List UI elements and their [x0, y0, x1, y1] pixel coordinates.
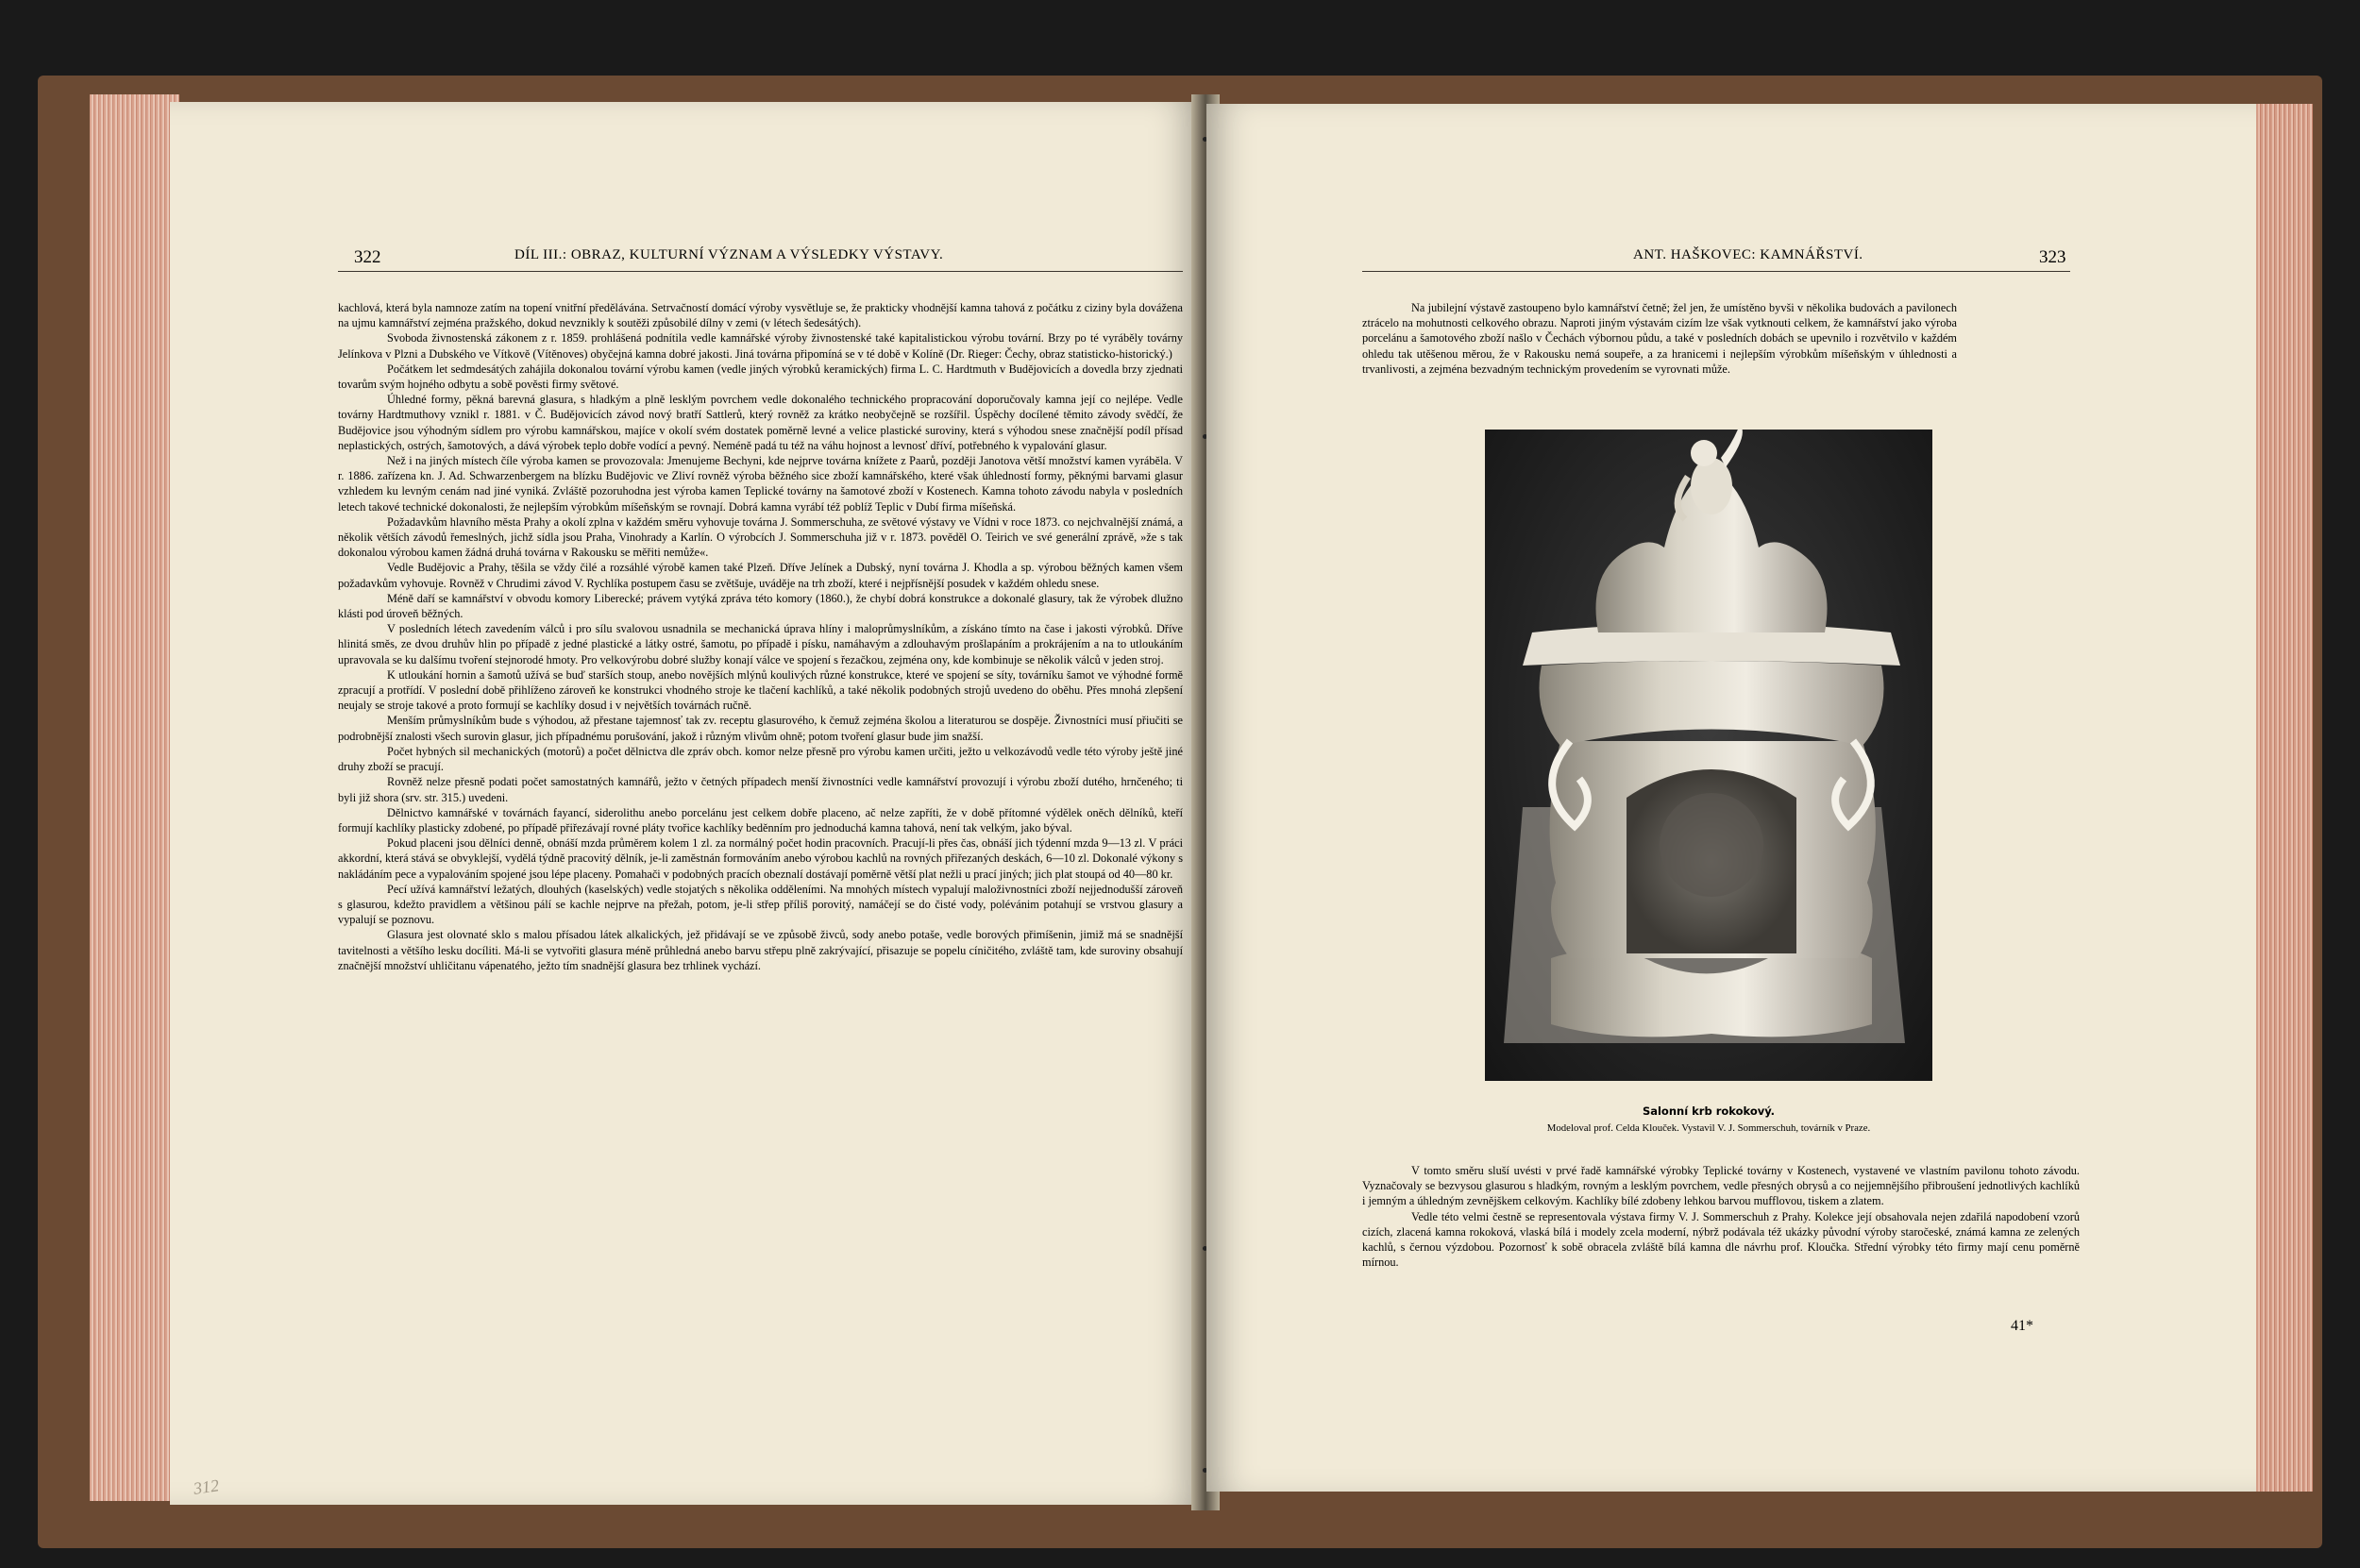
- left-head-rule: [338, 271, 1183, 272]
- left-paragraph: Pecí užívá kamnářství ležatých, dlouhých (kaselských) vedle stojatých s několika odděleními. Na mnohých místech vypalují maloživnostníci zboží nejjednodušší zároveň s glasurou, kdežto pravidlem a většinou pálí se kachle nejprve na přežah, potom, je-li střep příliš porovitý, namáčejí se do čisté vody, polévánim potahují se vrstvou glasury a vypalují se poznovu.: [338, 882, 1183, 927]
- right-bottom-text: [1362, 1163, 2080, 1270]
- left-paragraph: Dělnictvo kamnářské v továrnách fayancí, siderolithu anebo porcelánu jest celkem dobře placeno, ač nelze zapříti, že v době přítomné výdělek oněch dělníků, kteří formují kachlíky plasticky zdobené, po případě přiřezávají rovné pláty tvořice kachlíky beděnním pro jednoduchá kamna tahová, není tak velkým, jako býval.: [338, 805, 1183, 835]
- left-paragraph: Rovněž nelze přesně podati počet samostatných kamnářů, ježto v četných případech menší živnostníci vedle kamnářství provozují i výrobu zboží dutého, hrnčeného; ti byli již shora (srv. str. 315.) uvedeni.: [338, 775, 1183, 804]
- right-head-rule: [1362, 271, 2070, 272]
- left-paragraph: Počet hybných sil mechanických (motorů) a počet dělnictva dle zpráv obch. komor nelze přesně pro výrobu kamen určiti, ježto u velkozávodů vedle této výroby ještě jiné druhy zboží se pracují.: [338, 744, 1183, 774]
- left-paragraph: Vedle Budějovic a Prahy, těšila se vždy čilé a rozsáhlé výrobě kamen také Plzeň. Dříve Jelínek a Dubský, nyní továrna J. Khodla a sp. výrobou běžných kamen všem požadavkům vyhovuje. Rovněž v Chrudimi závod V. Rychlíka postupem času se zvětšuje, uváděje na trh zboží, které i nejpřísnější posudek v každém ohledu snese.: [338, 561, 1183, 590]
- right-running-head: ANT. HAŠKOVEC: KAMNÁŘSTVÍ.: [1633, 247, 1863, 262]
- left-paragraph: K utloukání hornin a šamotů užívá se buď starších stoup, anebo novějších mlýnů koulivých různé konstrukce, které ve spojení se síty, továrníku šamot ve výhodné formě zpracují a protřídí. V poslední době přihlíženo zároveň ke konstrukci vhodného stroje ke tlačení kachlíků, a také několik podobných strojů uvedeno do oběhu. Přes mnohá zlepšení neujaly se stroje takové a proto formují se kachlíky dosud i v největších továrnách ručně.: [338, 667, 1183, 713]
- right-page-number: 323: [2039, 247, 2066, 267]
- figure-caption-title: Salonní krb rokokový.: [1642, 1104, 1776, 1118]
- rococo-fireplace-photo: [1485, 430, 1932, 1081]
- sheet-signature: 41*: [2011, 1318, 2033, 1334]
- right-top-text: Na jubilejní výstavě zastoupeno bylo kamnářství četně; žel jen, že umístěno byvši v několika budovách a pavilonech ztrácelo na mohutnosti celkového obrazu. Naproti jiným výstavám cizím lze však vytknouti celkem, že kamnářství jako výroba porcelánu a šamotového zboží našlo v Čechách výbornou půdu, a také v posledních dobách se upevnilo i rozvětvilo v každém ohledu tak utěšenou měrou, že v Rakousku nemá soupeře, a za hranicemi i nejlepším výrobkům míšeňským v úhlednosti a trvanlivosti, a zejména bezvadným technickým provedením se vyrovnati může.: [1362, 301, 1957, 376]
- figure-caption-credit: Modeloval prof. Celda Klouček. Vystavil V. J. Sommerschuh, továrník v Praze.: [1546, 1122, 1871, 1134]
- left-paragraph: Počátkem let sedmdesátých zahájila dokonalou tovární výrobu kamen (vedle jiných výrobků keramických) firma L. C. Hardtmuth v Budějovicích a dovedla brzy zjednati tovarům svým hojného odbytu a sobě pověsti firmy světové.: [338, 362, 1183, 392]
- left-running-head: DÍL III.: OBRAZ, KULTURNÍ VÝZNAM A VÝSLEDKY VÝSTAVY.: [514, 247, 944, 262]
- left-paragraph: Glasura jest olovnaté sklo s malou přísadou látek alkalických, jež přidávají se ve způsobě živců, sody anebo potaše, vedle borových přimíšenin, jimiž má se snadnější tavitelnosti a většího lesku docíliti. Má-li se vytvořiti glasura méně průhledná anebo barvu střepu plně zakrývající, přisazuje se popelu cíničitého, zvláště tam, kde suroviny obsahují značnější množství uhličitanu vápenatého, ježto tím snadnější glasura bez trhlinek vychází.: [338, 928, 1183, 972]
- left-paragraph: Méně daří se kamnářství v obvodu komory Liberecké; právem vytýká zpráva této komory (1860.), že chybí dobrá konstrukce a dokonalé glasury, tak že výrobek dlužno klásti pod úroveň běžných.: [338, 591, 1183, 621]
- right-paragraph: Vedle této velmi čestně se representovala výstava firmy V. J. Sommerschuh z Prahy. Kolekce její obsahovala nejen zdařilá napodobení vzorů cizích, zlacená kamna rokoková, vlaská bílá i modely zcela moderní, nýbrž podávala též ukázky původní výroby staročeské, známá kamna ze zelených kachlů, s černou výzdobou. Pozornosť k sobě obracela zvláště bílá kamna dle návrhu prof. Kloučka. Střední výrobky této firmy mají cenu poměrně mírnou.: [1362, 1209, 2080, 1270]
- right-paragraph: V tomto směru sluší uvésti v prvé řadě kamnářské výrobky Teplické továrny v Kostenech, vystavené ve vlastním pavilonu tohoto závodu. Vyznačovaly se bezvysou glasurou s hladkým, rovným a lesklým povrchem, vedle přesných obrysů a co nejjemnějšího přibroušení jednotlivých kachlíků i jemným a úhledným zevnějškem celkovým. Kachlíky bílé zdobeny lehkou barvou mufflovou, tiskem a zlatem.: [1362, 1164, 2080, 1208]
- left-paragraph: V posledních létech zavedením válců i pro sílu svalovou usnadnila se mechanická úprava hlíny i maloprůmyslníkům, a získáno tímto na čase i jakosti výrobků. Dříve hlinitá směs, ze dvou druhův hlin po případě z jedné plastické a látky ostré, šamotu, po případě i písku, namáhavým a zdlouhavým prošlapáním a prokrájením a na to utloukáním upravovala se ku dalšímu tvoření stejnorodé hmoty. Pro velkovýrobu dobré služby konají válce ve spojení s řezačkou, zejména ony, kde kombinuje se několik válců v jeden stroj.: [338, 622, 1183, 666]
- left-paragraph: Úhledné formy, pěkná barevná glasura, s hladkým a plně lesklým povrchem vedle dokonalého technického propracování doporučovaly kamna její co nejlépe. Vedle továrny Hardtmuthovy vznikl r. 1881. v Č. Budějovicích závod nový bratří Sattlerů, který rovněž za krátko neobyčejně se rozšířil. Úspěchy docílené těmito závody svědčí, že Budějovice jsou výhodným sídlem pro výrobu kamnářskou, majíce v okolí svém dostatek poměrně levné a velice plastické suroviny, která s výhodou snese značnější podíl přísad neplastických, ostrých, šamotových, a dává výrobek teplo dobře vodící a pevný. Neméně padá tu též na váhu hojnost a levnosť dříví, potřebného k vypalování glasur.: [338, 393, 1183, 452]
- left-paragraph: Menším průmyslníkům bude s výhodou, až přestane tajemnosť tak zv. receptu glasurového, k čemuž zejména školou a literaturou se dospěje. Živnostníci musí přiučiti se podrobnější znalosti všech surovin glasur, jich případnému porušování, jakož i různým vlivům ohně; potom tvoření glasur bude jim snažší.: [338, 714, 1183, 743]
- fireplace-illustration: [1485, 430, 1932, 1081]
- page-edges-left: [90, 94, 179, 1501]
- left-page-number: 322: [354, 247, 381, 267]
- left-paragraph: Svoboda živnostenská zákonem z r. 1859. prohlášená podnítila vedle kamnářské výroby živnostenské také kapitalistickou výrobu tovární. Brzy po té vyráběly továrny Jelínkova v Plzni a Dubského ve Vítkově (Vítěnoves) obyčejná kamna dobré jakosti. Jiná továrna připomíná se v té době v Kolíně (Dr. Rieger: Čechy, obraz statisticko-historický.): [338, 331, 1183, 361]
- page-edges-right: [2247, 104, 2313, 1492]
- left-body-text: [338, 300, 1183, 973]
- margin-pencil-mark: 312: [192, 1475, 221, 1498]
- left-paragraph: Pokud placeni jsou dělníci denně, obnáší mzda průměrem kolem 1 zl. za normálný počet hodin pracovních. Pracují-li přes čas, obnáší jich týdenní mzda 9—13 zl. V práci akkordní, která stává se obvyklejší, vydělá týdně pracovitý dělník, je-li zaměstnán formováním anebo výrobou kachlů na rovných přiřezaných deskách, 6—10 zl. Dokonalé výkony s nakládáním pece a vypalováním spojené jsou lépe placeny. Pomahači v podobných pracích obeznalí dostávají poměrně větší plat nežli u prací jiných; jich plat stoupá od 40—80 kr.: [338, 836, 1183, 881]
- left-paragraph: Než i na jiných místech číle výroba kamen se provozovala: Jmenujeme Bechyni, kde nejprve továrna knížete z Paarů, později Janotova větší množství kamen vyráběla. V r. 1886. zařízena kn. J. Ad. Schwarzenbergem na blízku Budějovic ve Zliví rovněž výroba běžného sice zboží kamnářského, které však úhledností formy, pěknými barvami glasur vzhledem ku levným cenám nad jiné vyniká. Zvláště pozoruhodna jest výroba kamen Teplické továrny na šamotové zboží v Kostenech. Kamna tohoto závodu nabyla v posledních letech takové technické dokonalosti, že nejlepším výrobkům míšeňským se rovnají. Dobrá kamna vyrábí též poblíž Teplic v Dubí firma míšeňská.: [338, 454, 1183, 514]
- left-paragraph: kachlová, která byla namnoze zatím na topení vnitřní předělávána. Setrvačností domácí výroby vysvětluje se, že prakticky vhodnější kamna tahová z počátku z ciziny byla dovážena na ujmu kamnářství zejména pražského, dokud nevznikly k soutěži způsobilé dílny v zemi (v létech šedesátých).: [338, 301, 1183, 330]
- left-paragraph: Požadavkům hlavního města Prahy a okolí zplna v každém směru vyhovuje továrna J. Sommerschuha, ze světové výstavy ve Vídni v roce 1873. co nejchvalnější známá, a několik větších závodů řemeslných, jichž sídla jsou Praha, Vinohrady a Karlín. O výrobcích J. Sommerschuha již v r. 1873. pověděl O. Teirich ve své generální zprávě, »že s tak dokonalou výrobou kamen žádná druhá továrna v Rakousku se měřiti nemůže«.: [338, 514, 1183, 560]
